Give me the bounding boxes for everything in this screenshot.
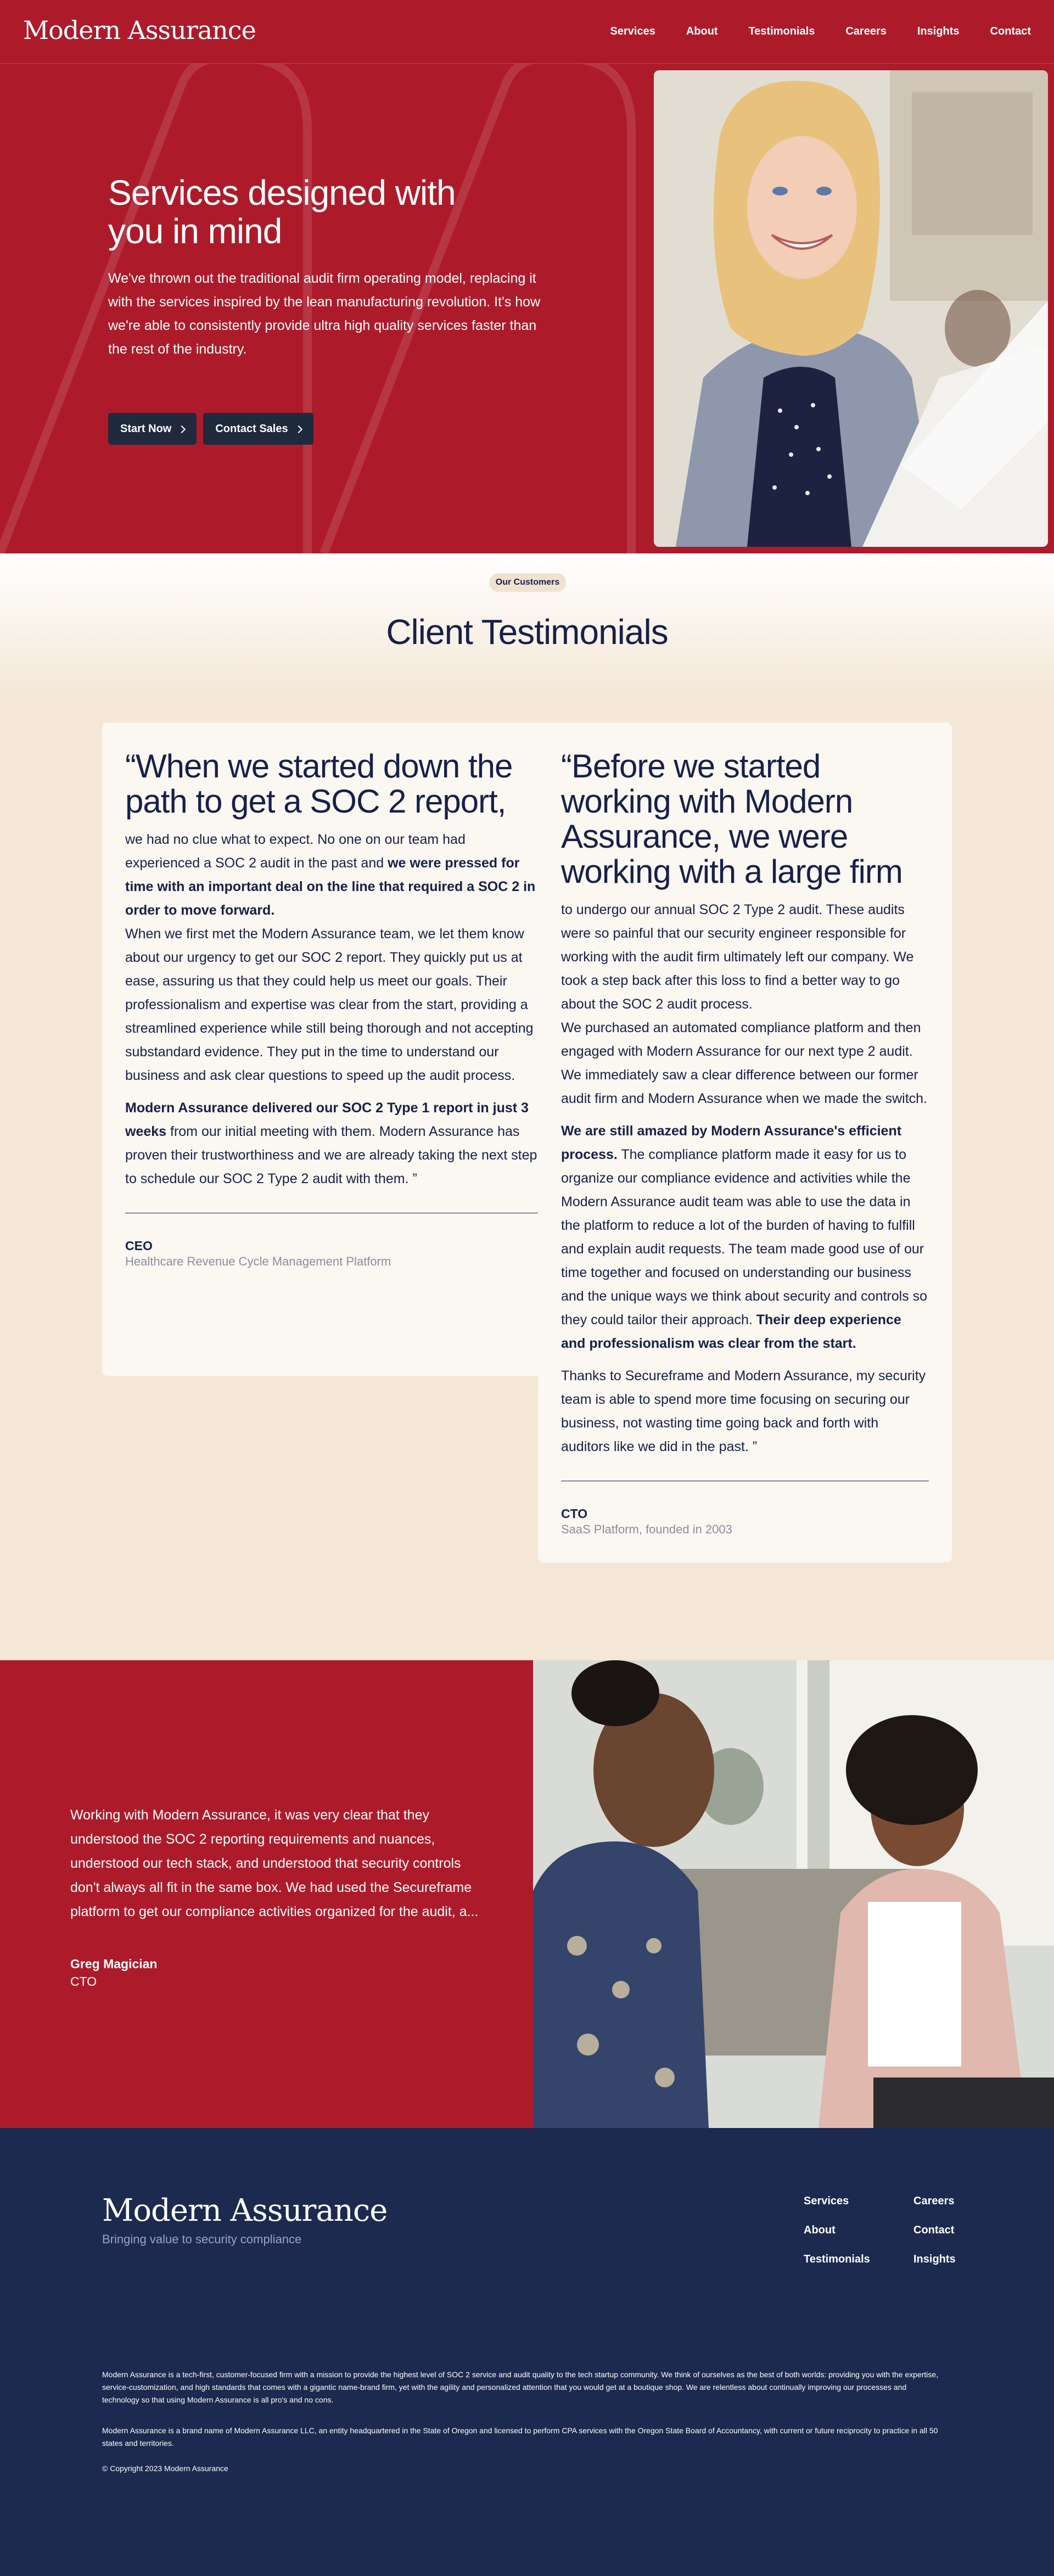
start-now-button[interactable]	[108, 413, 197, 445]
featured-quote-role: CTO	[70, 1974, 97, 1989]
testimonial-emphasis: we were pressed for time with an important deal on the line that required a SOC 2 in order to move forward.	[125, 855, 536, 918]
testimonial-paragraph	[561, 1119, 929, 1356]
hero-title: Services designed with you in mind	[108, 173, 456, 251]
testimonial-headline: “When we started down the path to get a SOC 2 report,	[125, 748, 513, 820]
feature-photo-illustration	[533, 1660, 1054, 2128]
contact-sales-label: Contact Sales	[215, 422, 288, 435]
chevron-right-icon	[178, 425, 186, 433]
featured-quote-text: Working with Modern Assurance, it was very clear that they understood the SOC 2 reporting requirements and nuances, understood our tech stack, and understood that security controls don't always all fit in the same box. We had used the Secureframe platform to get our compliance activities organized for the audit, a...	[70, 1807, 479, 1919]
site-footer	[0, 2128, 1054, 2576]
section-title: Client Testimonials	[386, 612, 668, 652]
chevron-right-icon	[295, 425, 302, 433]
nav-link-about[interactable]: About	[686, 25, 718, 37]
contact-sales-button[interactable]	[203, 413, 313, 445]
nav-link-careers[interactable]: Careers	[845, 25, 887, 37]
spacer	[561, 889, 929, 898]
nav-link-services[interactable]: Services	[610, 25, 655, 37]
testimonial-paragraph: When we first met the Modern Assurance team, we let them know about our urgency to get our SOC 2 report. They quickly put us at ease, assuring us that they could help us meet our goals. Their professionalism and expertise was clear from the start, providing a streamlined experience while still being thorough and not accepting substandard evidence. They put in the time to understand our business and ask clear questions to speed up the audit process.	[125, 926, 534, 1083]
spacer	[561, 1356, 929, 1364]
spacer	[125, 819, 539, 828]
spacer	[125, 1088, 539, 1096]
footer-link-services[interactable]: Services	[804, 2195, 849, 2207]
testimonial-paragraph: We purchased an automated compliance platform and then engaged with Modern Assurance for our next type 2 audit. We immediately saw a clear difference between our former audit firm and Modern Assurance when we made the switch.	[561, 1020, 928, 1106]
testimonial-text: we had no clue what to expect. No one on our team had experienced a SOC 2 audit in the past and	[125, 832, 466, 871]
testimonial-paragraph: Thanks to Secureframe and Modern Assurance, my security team is able to spend more time focusing on securing our business, not wasting time going back and forth with auditors like we did in the past. ”	[561, 1368, 926, 1454]
section-eyebrow-badge: Our Customers	[489, 573, 566, 592]
site-logo[interactable]: Modern Assurance	[23, 15, 256, 45]
hero-cta-group	[108, 413, 313, 445]
testimonial-author-company: Healthcare Revenue Cycle Management Platform	[125, 1255, 391, 1268]
testimonial-author-company: SaaS Platform, founded in 2003	[561, 1522, 732, 1536]
footer-link-about[interactable]: About	[804, 2224, 836, 2236]
start-now-label: Start Now	[120, 422, 172, 435]
footer-about-text: Modern Assurance is a tech-first, customer-focused firm with a mission to provide the highest level of SOC 2 service and audit quality to the tech startup community. We think of ourselves as the best of both worlds: providing you with the expertise, service-customization, and high standards that comes with a gigantic name-brand firm, yet with the agility and personalized attention that you would get at a boutique shop. We are relentless about continually improving our processes and technology so that using Modern Assurance is all pro's and no cons.	[102, 2370, 939, 2404]
feature-photo-two-women-talking	[533, 1660, 1054, 2128]
spacer	[561, 1111, 929, 1119]
main-nav	[610, 25, 1031, 38]
footer-link-contact[interactable]: Contact	[913, 2224, 955, 2236]
testimonial-text: The compliance platform made it easy for us to organize our compliance evidence and activities while the Modern Assurance audit team was able to use the data in the platform to reduce a lot of the burden of having to fulfill and explain audit requests. The team made good use of our time together and focused on understanding our business and the unique ways we think about security and controls so they could tailor their approach.	[561, 1147, 928, 1328]
footer-legal-text: Modern Assurance is a brand name of Modern Assurance LLC, an entity headquartered in the State of Oregon and licensed to perform CPA services with the Oregon State Board of Accountancy, with current or future reciprocity to practice in all 50 states and territories.	[102, 2426, 938, 2448]
nav-link-testimonials[interactable]: Testimonials	[748, 25, 815, 37]
footer-link-insights[interactable]: Insights	[913, 2253, 956, 2265]
footer-nav	[804, 2195, 990, 2266]
testimonial-card-ceo	[102, 723, 562, 1376]
hero-section	[0, 64, 1054, 553]
testimonial-headline: “Before we started working with Modern Assurance, we were working with a large firm	[561, 748, 902, 890]
testimonial-text: from our initial meeting with them. Modern Assurance has proven their trustworthiness and we are already taking the next step to schedule our SOC 2 Type 2 audit with them. ”	[125, 1124, 537, 1186]
featured-quote-author: Greg Magician	[70, 1957, 158, 1971]
hero-description: We've thrown out the traditional audit firm operating model, replacing it with the services inspired by the lean manufacturing revolution. It's how we're able to consistently provide ultra high quality services faster than the rest of the industry.	[108, 271, 541, 357]
testimonial-paragraph	[125, 828, 539, 922]
footer-link-careers[interactable]: Careers	[913, 2195, 955, 2207]
testimonial-emphasis: Modern Assurance delivered our SOC 2 Type 1 report in just 3 weeks	[125, 1100, 529, 1139]
testimonial-author-role: CEO	[125, 1239, 153, 1253]
hero-photo-smiling-woman	[654, 70, 1048, 547]
footer-link-testimonials[interactable]: Testimonials	[804, 2253, 870, 2265]
hero-photo-illustration	[654, 70, 1048, 547]
nav-link-insights[interactable]: Insights	[917, 25, 960, 37]
testimonial-author-role: CTO	[561, 1507, 588, 1521]
testimonials-section	[0, 553, 1054, 1660]
footer-copyright: © Copyright 2023 Modern Assurance	[102, 2464, 228, 2473]
footer-logo[interactable]: Modern Assurance	[102, 2193, 388, 2228]
testimonial-paragraph	[125, 1096, 539, 1191]
testimonial-paragraph: to undergo our annual SOC 2 Type 2 audit. These audits were so painful that our security engineer responsible for working with the audit firm ultimately left our company. We took a step back after this loss to find a better way to go about the SOC 2 audit process.	[561, 902, 914, 1012]
nav-link-contact[interactable]: Contact	[990, 25, 1031, 37]
testimonial-emphasis: We are still amazed by Modern Assurance's efficient process.	[561, 1123, 902, 1162]
site-header	[0, 0, 1054, 64]
testimonial-emphasis: Their deep experience and professionalism was clear from the start.	[561, 1312, 901, 1351]
footer-tagline: Bringing value to security compliance	[102, 2232, 302, 2246]
testimonial-card-cto	[538, 723, 952, 1563]
featured-quote-section	[0, 1660, 1054, 2128]
